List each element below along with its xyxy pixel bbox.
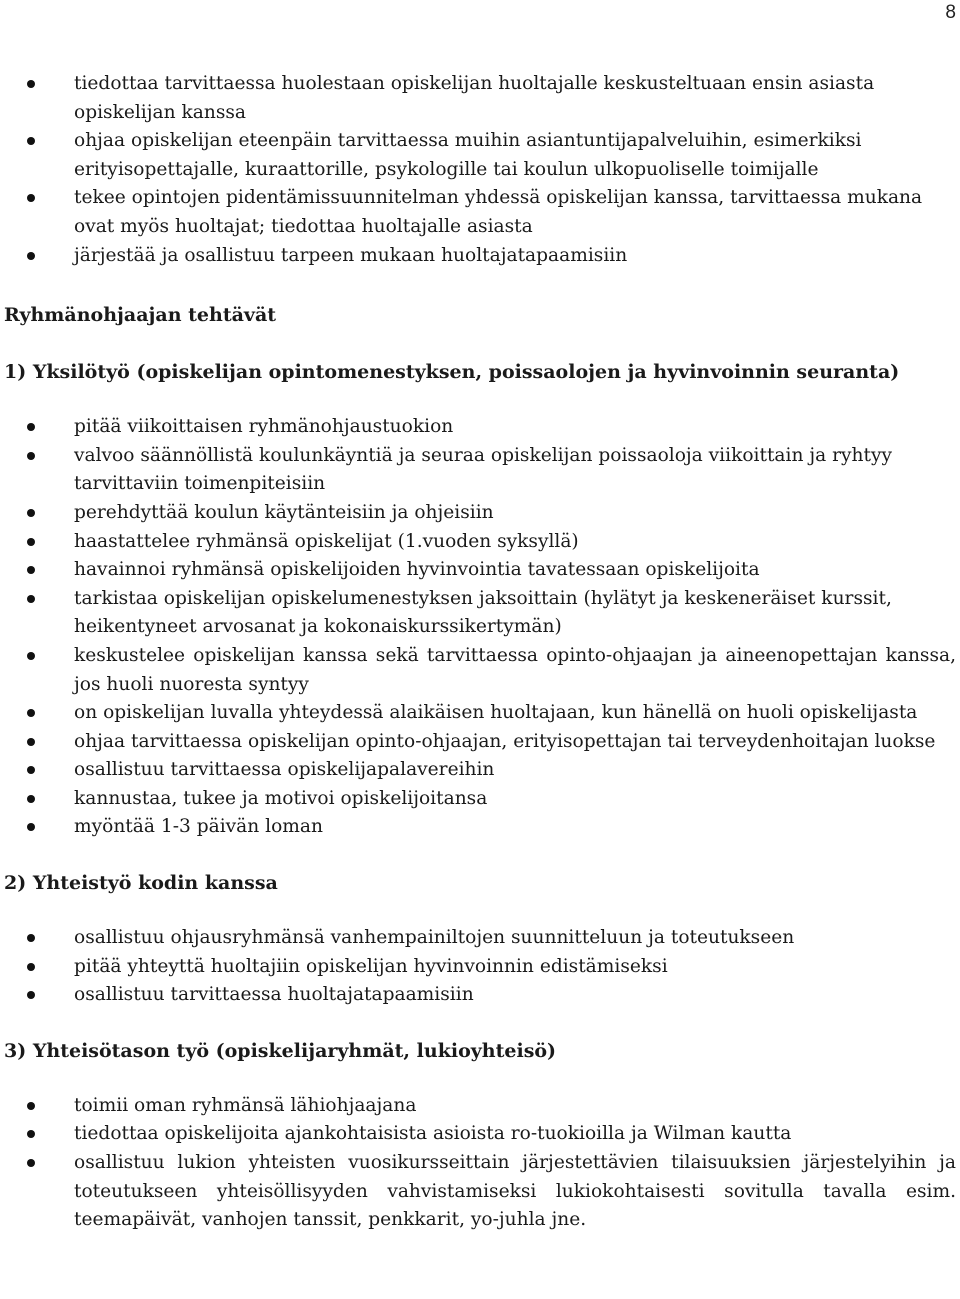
list-item: tarkistaa opiskelijan opiskelumenestyksen jaksoittain (hylätyt ja keskeneräiset kurssit, heikentyneet arvosanat ja kokonaiskurssikertymän) <box>4 585 956 642</box>
bullet-icon <box>27 738 35 746</box>
list-item: havainnoi ryhmänsä opiskelijoiden hyvinvointia tavatessaan opiskelijoita <box>4 556 956 585</box>
section1-list <box>4 413 956 842</box>
bullet-icon <box>27 452 35 460</box>
bullet-icon <box>27 823 35 831</box>
list-item: tiedottaa tarvittaessa huolestaan opiskelijan huoltajalle keskusteltuaan ensin asiasta opiskelijan kanssa <box>4 70 956 127</box>
list-item: perehdyttää koulun käytänteisiin ja ohjeisiin <box>4 499 956 528</box>
section-title: Ryhmänohjaajan tehtävät <box>4 304 277 327</box>
section3-heading: 3) Yhteisötason työ (opiskelijaryhmät, lukioyhteisö) <box>4 1039 557 1062</box>
bullet-icon <box>27 423 35 431</box>
list-item: toimii oman ryhmänsä lähiohjaajana <box>4 1092 956 1121</box>
section3-list <box>4 1092 956 1235</box>
bullet-icon <box>27 566 35 574</box>
bullet-icon <box>27 963 35 971</box>
bullet-icon <box>27 194 35 202</box>
bullet-icon <box>27 709 35 717</box>
list-item: järjestää ja osallistuu tarpeen mukaan huoltajatapaamisiin <box>4 242 956 271</box>
list-item: osallistuu lukion yhteisten vuosikursseittain järjestettävien tilaisuuksien järjestelyihin ja toteutukseen yhteisöllisyyden vahvistamiseksi lukiokohtaisesti sovitulla tavalla esim. teemapäivät, vanhojen tanssit, penkkarit, yo-juhla jne. <box>4 1149 956 1235</box>
bullet-icon <box>27 538 35 546</box>
list-item: valvoo säännöllistä koulunkäyntiä ja seuraa opiskelijan poissaoloja viikoittain ja ryhtyy tarvittaviin toimenpiteisiin <box>4 442 956 499</box>
section1-heading: 1) Yksilötyö (opiskelijan opintomenestyksen, poissaolojen ja hyvinvoinnin seuranta) <box>4 361 900 384</box>
document-body <box>4 70 956 1235</box>
page-number: 8 <box>945 2 956 23</box>
section2-list <box>4 924 956 1010</box>
list-item: keskustelee opiskelijan kanssa sekä tarvittaessa opinto-ohjaajan ja aineenopettajan kanssa, jos huoli nuoresta syntyy <box>4 642 956 699</box>
bullet-icon <box>27 1102 35 1110</box>
bullet-icon <box>27 1130 35 1138</box>
bullet-icon <box>27 934 35 942</box>
bullet-icon <box>27 595 35 603</box>
list-item: tekee opintojen pidentämissuunnitelman yhdessä opiskelijan kanssa, tarvittaessa mukana ovat myös huoltajat; tiedottaa huoltajalle asiasta <box>4 184 956 241</box>
bullet-icon <box>27 652 35 660</box>
list-item: on opiskelijan luvalla yhteydessä alaikäisen huoltajaan, kun hänellä on huoli opiskelijasta <box>4 699 956 728</box>
list-item: osallistuu ohjausryhmänsä vanhempainiltojen suunnitteluun ja toteutukseen <box>4 924 956 953</box>
bullet-icon <box>27 766 35 774</box>
bullet-icon <box>27 795 35 803</box>
list-item: myöntää 1-3 päivän loman <box>4 813 956 842</box>
bullet-icon <box>27 991 35 999</box>
bullet-icon <box>27 509 35 517</box>
bullet-icon <box>27 80 35 88</box>
bullet-icon <box>27 252 35 260</box>
intro-list <box>4 70 956 270</box>
list-item: tiedottaa opiskelijoita ajankohtaisista asioista ro-tuokioilla ja Wilman kautta <box>4 1120 956 1149</box>
list-item: ohjaa opiskelijan eteenpäin tarvittaessa muihin asiantuntijapalveluihin, esimerkiksi erityisopettajalle, kuraattorille, psykologille tai koulun ulkopuoliselle toimijalle <box>4 127 956 184</box>
list-item: pitää yhteyttä huoltajiin opiskelijan hyvinvoinnin edistämiseksi <box>4 953 956 982</box>
list-item: pitää viikoittaisen ryhmänohjaustuokion <box>4 413 956 442</box>
list-item: haastattelee ryhmänsä opiskelijat (1.vuoden syksyllä) <box>4 528 956 557</box>
list-item: ohjaa tarvittaessa opiskelijan opinto-ohjaajan, erityisopettajan tai terveydenhoitajan luokse <box>4 728 956 757</box>
bullet-icon <box>27 137 35 145</box>
bullet-icon <box>27 1159 35 1167</box>
list-item: kannustaa, tukee ja motivoi opiskelijoitansa <box>4 785 956 814</box>
list-item: osallistuu tarvittaessa huoltajatapaamisiin <box>4 981 956 1010</box>
section2-heading: 2) Yhteistyö kodin kanssa <box>4 872 278 895</box>
list-item: osallistuu tarvittaessa opiskelijapalavereihin <box>4 756 956 785</box>
